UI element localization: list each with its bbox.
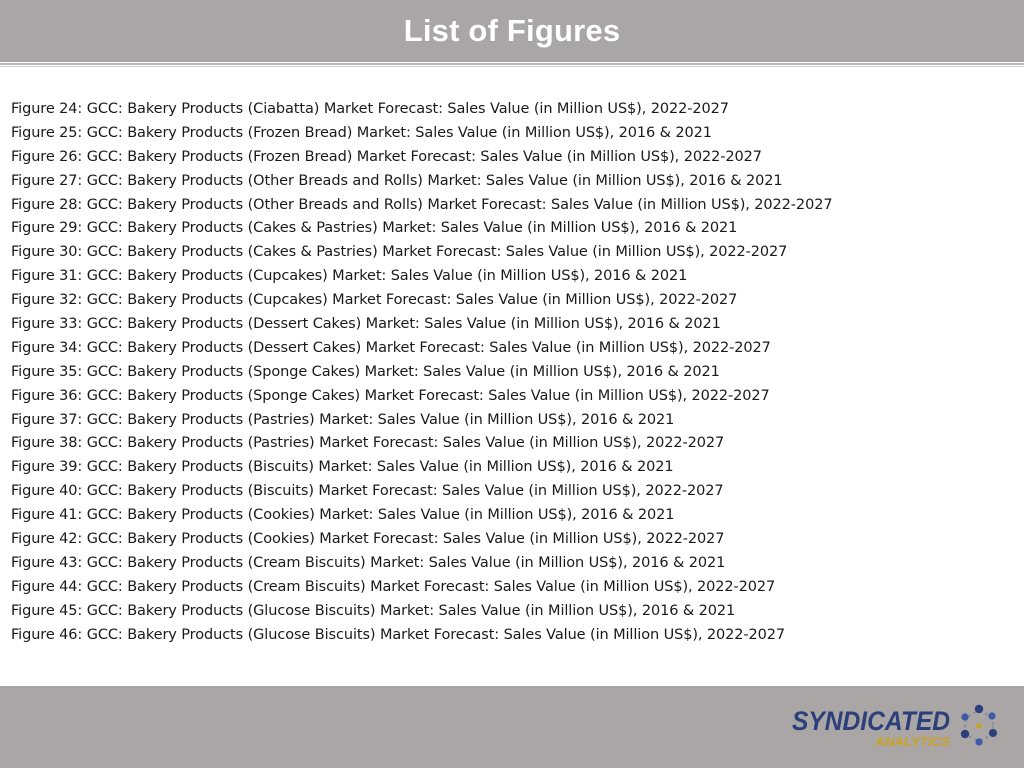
list-item: Figure 39: GCC: Bakery Products (Biscuits) Market: Sales Value (in Million US$), 2016 & 2021 <box>11 459 674 476</box>
page-title: List of Figures <box>403 13 621 48</box>
list-item: Figure 43: GCC: Bakery Products (Cream Biscuits) Market: Sales Value (in Million US$), 2016 & 2021 <box>11 554 726 571</box>
list-item: Figure 24: GCC: Bakery Products (Ciabatta) Market Forecast: Sales Value (in Million US$), 2022-2027 <box>11 101 729 117</box>
list-item: Figure 46: GCC: Bakery Products (Glucose Biscuits) Market Forecast: Sales Value (in Million US$), 2022-2027 <box>11 626 786 643</box>
list-item: Figure 38: GCC: Bakery Products (Pastries) Market Forecast: Sales Value (in Million US$), 2022-2027 <box>11 435 725 452</box>
list-item: Figure 30: GCC: Bakery Products (Cakes & Pastries) Market Forecast: Sales Value (in Million US$), 2022-2027 <box>11 244 788 261</box>
figure-list <box>11 98 1016 647</box>
list-item: Figure 28: GCC: Bakery Products (Other Breads and Rolls) Market Forecast: Sales Value (in Million US$), 2022-2027 <box>11 196 833 213</box>
list-item: Figure 40: GCC: Bakery Products (Biscuits) Market Forecast: Sales Value (in Million US$), 2022-2027 <box>11 483 724 500</box>
page-header <box>0 0 1024 62</box>
syndicated-analytics-logo <box>792 700 1002 752</box>
molecule-ring-icon <box>961 705 997 746</box>
list-item: Figure 32: GCC: Bakery Products (Cupcakes) Market Forecast: Sales Value (in Million US$), 2022-2027 <box>11 292 738 309</box>
list-item: Figure 33: GCC: Bakery Products (Dessert Cakes) Market: Sales Value (in Million US$), 2016 & 2021 <box>11 316 721 333</box>
header-divider <box>0 63 1024 65</box>
list-item: Figure 29: GCC: Bakery Products (Cakes & Pastries) Market: Sales Value (in Million US$), 2016 & 2021 <box>11 220 738 237</box>
logo-wordmark: SYNDICATED <box>792 706 950 736</box>
list-item: Figure 25: GCC: Bakery Products (Frozen Bread) Market: Sales Value (in Million US$), 2016 & 2021 <box>11 124 712 141</box>
page-footer <box>0 686 1024 768</box>
list-item: Figure 45: GCC: Bakery Products (Glucose Biscuits) Market: Sales Value (in Million US$), 2016 & 2021 <box>11 602 736 619</box>
list-item: Figure 26: GCC: Bakery Products (Frozen Bread) Market Forecast: Sales Value (in Million US$), 2022-2027 <box>11 148 762 165</box>
list-item: Figure 36: GCC: Bakery Products (Sponge Cakes) Market Forecast: Sales Value (in Million US$), 2022-2027 <box>11 387 770 404</box>
list-item: Figure 31: GCC: Bakery Products (Cupcakes) Market: Sales Value (in Million US$), 2016 & 2021 <box>11 268 688 285</box>
logo-subword: ANALYTICS <box>873 734 951 749</box>
list-item: Figure 41: GCC: Bakery Products (Cookies) Market: Sales Value (in Million US$), 2016 & 2021 <box>11 507 675 524</box>
list-item: Figure 34: GCC: Bakery Products (Dessert Cakes) Market Forecast: Sales Value (in Million US$), 2022-2027 <box>11 339 771 356</box>
list-item: Figure 37: GCC: Bakery Products (Pastries) Market: Sales Value (in Million US$), 2016 & 2021 <box>11 411 675 428</box>
list-item: Figure 27: GCC: Bakery Products (Other Breads and Rolls) Market: Sales Value (in Million US$), 2016 & 2021 <box>11 172 783 189</box>
header-divider-thin <box>0 66 1024 67</box>
list-item: Figure 42: GCC: Bakery Products (Cookies) Market Forecast: Sales Value (in Million US$), 2022-2027 <box>11 531 725 548</box>
list-item: Figure 35: GCC: Bakery Products (Sponge Cakes) Market: Sales Value (in Million US$), 2016 & 2021 <box>11 363 720 380</box>
list-item: Figure 44: GCC: Bakery Products (Cream Biscuits) Market Forecast: Sales Value (in Million US$), 2022-2027 <box>11 578 776 595</box>
